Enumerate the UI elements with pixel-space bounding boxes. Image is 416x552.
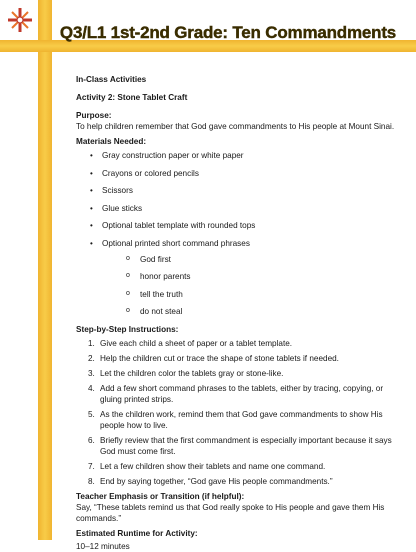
purpose-text: To help children remember that God gave commandments to His people at Mount Sinai. [76, 122, 395, 131]
steps-label: Step-by-Step Instructions: [76, 324, 179, 334]
emphasis-text: Say, “These tablets remind us that God really spoke to His people and gave them His commands.” [76, 502, 385, 523]
list-item: 8. End by saying together, “God gave His people commandments.” [88, 476, 333, 486]
list-item: 7. Let a few children show their tablets and name one command. [88, 461, 326, 471]
steps-list [76, 338, 404, 487]
page-title: Q3/L1 1st-2nd Grade: Ten Commandments [59, 23, 397, 42]
list-item: o do not steal [126, 307, 183, 316]
cross-logo-icon [6, 6, 34, 34]
list-item: • Crayons or colored pencils [90, 168, 199, 178]
list-item: • Glue sticks [90, 203, 143, 213]
list-item: • Optional tablet template with rounded tops [90, 221, 256, 230]
list-item: 6. Briefly review that the first commandment is especially important because it says God must come first. [88, 435, 392, 456]
section-heading: In-Class Activities [76, 75, 147, 84]
materials-label: Materials Needed: [76, 137, 147, 146]
runtime-label: Estimated Runtime for Activity: [76, 528, 198, 538]
list-item: o tell the truth [126, 289, 183, 299]
list-item: • Scissors [90, 186, 133, 195]
list-item: • Gray construction paper or white paper [90, 151, 244, 160]
list-item: 2. Help the children cut or trace the shape of stone tablets if needed. [88, 353, 339, 363]
activity-title: Activity 2: Stone Tablet Craft [76, 93, 188, 102]
list-item: 5. As the children work, remind them that God gave commandments to show His people how to live. [88, 409, 383, 430]
materials-list [76, 150, 404, 317]
list-item: o honor parents [126, 272, 191, 281]
runtime-text: 10–12 minutes [76, 541, 130, 551]
emphasis-label: Teacher Emphasis or Transition (if helpful): [76, 491, 245, 501]
list-item: 1. Give each child a sheet of paper or a tablet template. [88, 338, 293, 348]
list-item: 4. Add a few short command phrases to the tablets, either by tracing, copying, or gluing printed strips. [88, 383, 384, 404]
title-banner [58, 18, 398, 48]
list-item: • Optional printed short command phrases o God first o honor parents o tell the truth o do not steal [90, 238, 404, 318]
list-item: o God first [126, 254, 171, 264]
command-phrase-list [102, 254, 404, 318]
purpose-label: Purpose: [76, 111, 112, 120]
lesson-content [76, 74, 404, 552]
gold-vertical-band [38, 0, 52, 540]
list-item: 3. Let the children color the tablets gray or stone-like. [88, 368, 284, 378]
